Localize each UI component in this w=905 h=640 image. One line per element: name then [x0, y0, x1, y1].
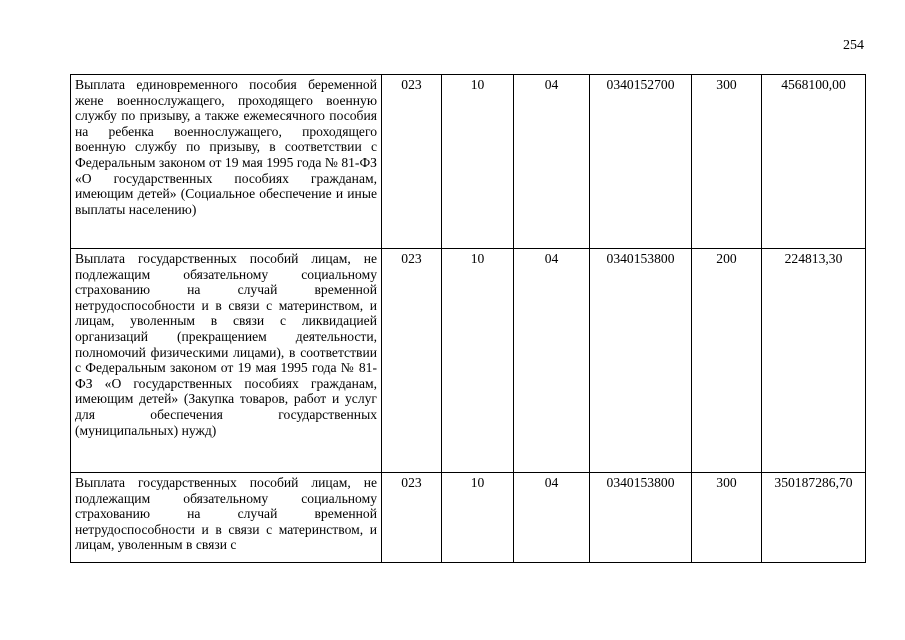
- row-description: Выплата государственных пособий лицам, не подлежащим обязательному социальному страхованию на случай временной нетрудоспособности и в связи с материнством, и лицам, уволенным в связи с ликвидацией организаций (прекращением деятельности, полномочий физическими лицами), в соответствии с Федеральным законом от 19 мая 1995 года № 81-ФЗ «О государственных пособиях гражданам, имеющим детей» (Закупка товаров, работ и услуг для обеспечения государственных (муниципальных) нужд): [71, 249, 382, 473]
- amount-value: 224813,30: [762, 249, 866, 473]
- section-code: 10: [442, 249, 514, 473]
- subsection-code: 04: [514, 75, 590, 249]
- target-article-code: 0340153800: [590, 473, 692, 563]
- table-row: [71, 249, 866, 473]
- subsection-code: 04: [514, 473, 590, 563]
- section-code: 10: [442, 473, 514, 563]
- row-description: Выплата государственных пособий лицам, не подлежащим обязательному социальному страхованию на случай временной нетрудоспособности и в связи с материнством, и лицам, уволенным в связи с: [71, 473, 382, 563]
- ministry-code: 023: [382, 249, 442, 473]
- expense-type-code: 200: [692, 249, 762, 473]
- expense-type-code: 300: [692, 473, 762, 563]
- table-row: [71, 473, 866, 563]
- section-code: 10: [442, 75, 514, 249]
- row-description: Выплата единовременного пособия беременной жене военнослужащего, проходящего военную службу по призыву, а также ежемесячного пособия на ребенка военнослужащего, проходящего военную службу по призыву, в соответствии с Федеральным законом от 19 мая 1995 года № 81-ФЗ «О государственных пособиях гражданам, имеющим детей» (Социальное обеспечение и иные выплаты населению): [71, 75, 382, 249]
- amount-value: 350187286,70: [762, 473, 866, 563]
- page-number: 254: [843, 38, 864, 53]
- target-article-code: 0340153800: [590, 249, 692, 473]
- budget-table: [70, 74, 866, 563]
- table-row: [71, 75, 866, 249]
- amount-value: 4568100,00: [762, 75, 866, 249]
- subsection-code: 04: [514, 249, 590, 473]
- expense-type-code: 300: [692, 75, 762, 249]
- target-article-code: 0340152700: [590, 75, 692, 249]
- ministry-code: 023: [382, 75, 442, 249]
- ministry-code: 023: [382, 473, 442, 563]
